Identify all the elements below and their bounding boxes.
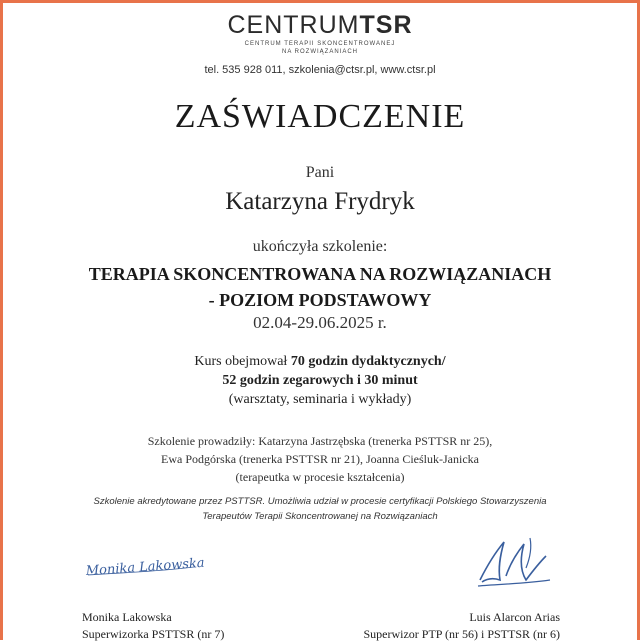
signer-right-name: Luis Alarcon Arias bbox=[469, 610, 560, 624]
accreditation-line2: Terapeutów Terapii Skoncentrowanej na Rozwiązaniach bbox=[202, 511, 438, 522]
hours-line1 bbox=[0, 352, 640, 371]
svg-text:Monika Lakowska: Monika Lakowska bbox=[85, 555, 206, 580]
centrum-tsr-logo bbox=[0, 10, 640, 56]
hours-didactic: 70 godzin dydaktycznych/ bbox=[290, 354, 446, 369]
trainers-line1: Szkolenie prowadziły: Katarzyna Jastrzębska (trenerka PSTTSR nr 25), bbox=[147, 434, 493, 448]
logo-word-light: CENTRUM bbox=[227, 11, 360, 39]
hours-clock: 52 godzin zegarowych i 30 minut bbox=[222, 373, 418, 388]
logo-wordmark bbox=[0, 10, 640, 40]
logo-subtitle-line1: CENTRUM TERAPII SKONCENTROWANEJ bbox=[244, 41, 396, 47]
certificate-title: ZAŚWIADCZENIE bbox=[174, 98, 466, 135]
logo-word-bold: TSR bbox=[359, 11, 413, 39]
accreditation-note bbox=[0, 494, 640, 524]
trainers-info bbox=[0, 432, 640, 486]
accreditation-line1: Szkolenie akredytowane przez PSTTSR. Umożliwia udział w procesie certyfikacji Polskiego Stowarzyszenia bbox=[93, 496, 547, 507]
hours-note: (warsztaty, seminaria i wykłady) bbox=[228, 392, 412, 407]
hours-line2 bbox=[0, 371, 640, 390]
course-hours bbox=[0, 352, 640, 409]
hours-prefix: Kurs obejmował bbox=[194, 354, 291, 369]
signature-right-image bbox=[470, 528, 560, 598]
signer-right bbox=[363, 609, 560, 643]
contact-info: tel. 535 928 011, szkolenia@ctsr.pl, www.ctsr.pl bbox=[204, 64, 436, 76]
recipient-name: Katarzyna Frydryk bbox=[225, 188, 415, 215]
course-dates: 02.04-29.06.2025 r. bbox=[253, 313, 387, 332]
course-title bbox=[0, 261, 640, 313]
trainers-line2: Ewa Podgórska (trenerka PSTTSR nr 21), Joanna Cieśluk-Janicka bbox=[161, 452, 479, 466]
signer-left-name: Monika Lakowska bbox=[82, 610, 172, 624]
signer-right-role: Superwizor PTP (nr 56) i PSTTSR (nr 6) bbox=[363, 627, 560, 641]
signer-left-role: Superwizorka PSTTSR (nr 7) bbox=[82, 627, 225, 641]
course-title-line2: - POZIOM PODSTAWOWY bbox=[208, 290, 432, 310]
completion-intro: ukończyła szkolenie: bbox=[252, 238, 388, 255]
logo-subtitle-line2: NA ROZWIĄZANIACH bbox=[281, 49, 358, 55]
trainers-line3: (terapeutka w procesie kształcenia) bbox=[235, 470, 405, 484]
signer-left bbox=[82, 609, 224, 643]
salutation: Pani bbox=[305, 164, 335, 181]
course-title-line1: TERAPIA SKONCENTROWANA NA ROZWIĄZANIACH bbox=[88, 264, 552, 284]
signature-left-image bbox=[84, 543, 208, 585]
